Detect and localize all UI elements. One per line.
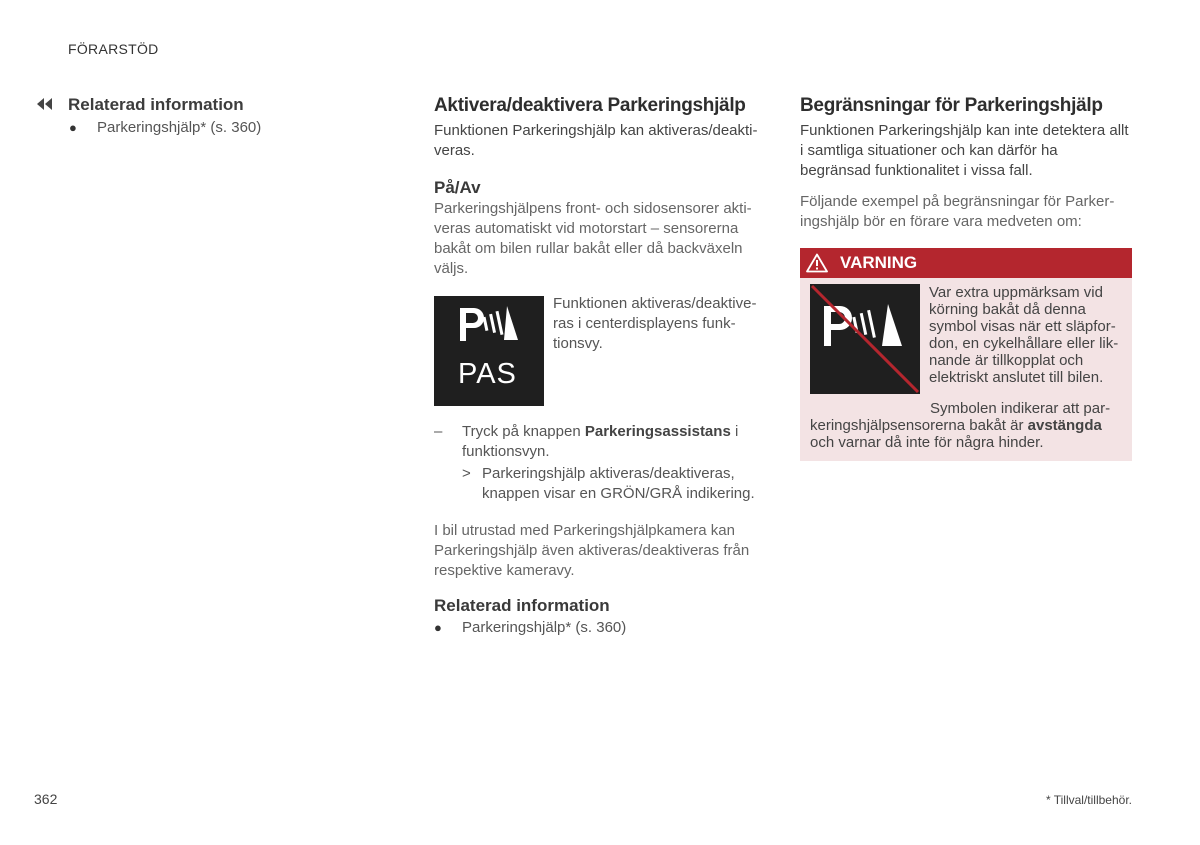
on-off-text: Parkeringshjälpens front- och sidosensorer akti-veras automatiskt vid motorstart – sensorerna bakåt om bilen rullar bakåt eller då backväxeln väljs.: [434, 200, 752, 277]
camera-text: I bil utrustad med Parkeringshjälpkamera kan Parkeringshjälp även aktiveras/deaktiveras från respektive kameravy.: [434, 522, 750, 579]
step-dash: –: [434, 423, 443, 440]
double-chevron-back-icon[interactable]: [36, 97, 54, 111]
result-mark: >: [462, 465, 471, 482]
footnote: * Tillval/tillbehör.: [1045, 793, 1132, 807]
section-label: FÖRARSTÖD: [68, 41, 159, 57]
warning-text-2: Symbolen indikerar att par-keringshjälpsensorerna bakåt är avstängda och varnar då inte för några hinder.: [810, 400, 1111, 451]
middle-column: [434, 94, 764, 636]
parking-sensor-off-icon: [810, 284, 920, 394]
related-info-heading: Relaterad information: [68, 95, 244, 114]
parking-assist-button-label: Parkeringsassistans: [584, 423, 731, 440]
warning-text-1: Var extra uppmärksam vid körning bakåt då denna symbol visas när ett släpfor-don, en cykelhållare eller lik-nande är tillkopplat och elektriskt anslutet till bilen.: [929, 284, 1119, 386]
warning-triangle-icon: [806, 253, 828, 273]
limitations-intro: Funktionen Parkeringshjälp kan inte detektera allt i samtliga situationer och kan därför ha begränsad funktionalitet i vissa fall.: [800, 122, 1129, 179]
on-off-heading: På/Av: [434, 178, 481, 197]
pas-description: Funktionen aktiveras/deaktive-ras i centerdisplayens funk-tionsvy.: [553, 295, 757, 352]
pas-icon: [434, 296, 544, 406]
bullet-icon: ●: [69, 120, 77, 135]
left-related-info: [36, 95, 366, 136]
result-text: Parkeringshjälp aktiveras/deaktiveras, knappen visar en GRÖN/GRÅ indikering.: [482, 465, 755, 502]
step-item: [434, 422, 764, 462]
bullet-icon: ●: [434, 620, 442, 635]
pas-disabled-icon: [810, 284, 920, 394]
list-item[interactable]: [69, 119, 366, 136]
warning-box: [800, 248, 1132, 461]
activate-intro: Funktionen Parkeringshjälp kan aktiveras/deakti-veras.: [434, 122, 758, 159]
disabled-word: avstängda: [1027, 417, 1102, 434]
warning-title: VARNING: [840, 253, 918, 272]
pas-icon-label: PAS: [458, 358, 517, 390]
limitations-examples: Följande exempel på begränsningar för Parker-ingshjälp bör en förare vara medveten om:: [800, 193, 1115, 230]
activate-title: Aktivera/deaktivera Parkeringshjälp: [434, 95, 746, 116]
related-link[interactable]: Parkeringshjälp* (s. 360): [462, 619, 627, 636]
list-item[interactable]: [434, 619, 764, 636]
right-column: [800, 94, 1132, 461]
related-link[interactable]: Parkeringshjälp* (s. 360): [97, 119, 262, 136]
result-item: [462, 464, 764, 504]
pas-row: [434, 296, 764, 406]
limitations-title: Begränsningar för Parkeringshjälp: [800, 95, 1103, 116]
warning-header: [800, 248, 1132, 278]
step-prefix: Tryck på knappen: [462, 423, 581, 440]
related-info-heading-mid: Relaterad information: [434, 596, 610, 615]
step-suffix: i funktionsvyn.: [462, 423, 739, 460]
page-number: 362: [34, 791, 58, 807]
